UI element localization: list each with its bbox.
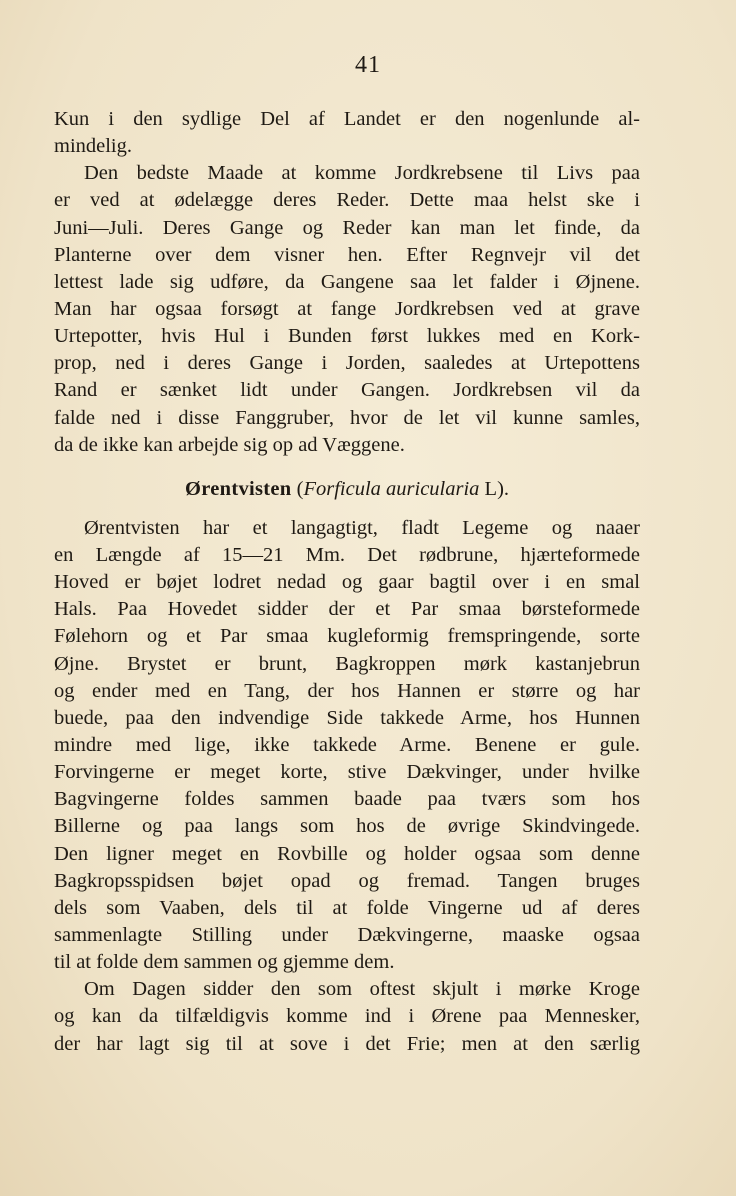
text-line: Øjne. Brystet er brunt, Bagkroppen mørk kastanjebrun — [54, 652, 640, 675]
paragraph-4 — [54, 976, 640, 1057]
section-heading — [54, 459, 640, 515]
text-line: Juni—Juli. Deres Gange og Reder kan man let finde, da — [54, 216, 640, 239]
heading-latin-name: Forficula auricularia — [303, 477, 480, 500]
text-line: Om Dagen sidder den som oftest skjult i mørke Kroge — [84, 978, 640, 1001]
text-line: en Længde af 15—21 Mm. Det rødbrune, hjærteformede — [54, 543, 640, 566]
paragraph-2 — [54, 160, 640, 459]
text-line: Man har ogsaa forsøgt at fange Jordkrebsen ved at grave — [54, 297, 640, 320]
text-line: der har lagt sig til at sove i det Frie; men at den særlig — [54, 1032, 640, 1055]
text-line: Hals. Paa Hovedet sidder der et Par smaa børsteformede — [54, 598, 640, 621]
text-line: sammenlagte Stilling under Dækvingerne, maaske ogsaa — [54, 923, 640, 946]
heading-author: L). — [479, 477, 510, 500]
text-line: da de ikke kan arbejde sig op ad Væggene. — [54, 433, 405, 456]
text-line: lettest lade sig udføre, da Gangene saa let falder i Øjnene. — [54, 270, 640, 293]
text-line: Forvingerne er meget korte, stive Dækvinger, under hvilke — [54, 761, 640, 784]
text-line: Hoved er bøjet lodret nedad og gaar bagtil over i en smal — [54, 571, 640, 594]
heading-title: Ørentvisten — [184, 477, 292, 500]
text-line: Bagvingerne foldes sammen baade paa tværs som hos — [54, 788, 640, 811]
text-line: Planterne over dem visner hen. Efter Regnvejr vil det — [54, 243, 640, 266]
text-line: buede, paa den indvendige Side takkede Arme, hos Hunnen — [54, 706, 640, 729]
text-line: er ved at ødelægge deres Reder. Dette maa helst ske i — [54, 189, 640, 212]
text-line: Den ligner meget en Rovbille og holder ogsaa som denne — [54, 842, 640, 865]
heading-open-paren: ( — [296, 477, 304, 500]
text-line: Følehorn og et Par smaa kugleformig fremspringende, sorte — [54, 625, 640, 648]
text-line: Billerne og paa langs som hos de øvrige Skindvingede. — [54, 815, 640, 838]
text-line: Urtepotter, hvis Hul i Bunden først lukkes med en Kork- — [54, 325, 640, 348]
text-line: Rand er sænket lidt under Gangen. Jordkrebsen vil da — [54, 379, 640, 402]
text-line: Den bedste Maade at komme Jordkrebsene til Livs paa — [84, 162, 640, 185]
text-line: Kun i den sydlige Del af Landet er den nogenlunde al- — [54, 108, 640, 130]
text-line: dels som Vaaben, dels til at folde Vingerne ud af deres — [54, 896, 640, 919]
text-line: Bagkropsspidsen bøjet opad og fremad. Tangen bruges — [54, 869, 640, 892]
text-line: mindre med lige, ikke takkede Arme. Benene er gule. — [54, 733, 640, 756]
text-line: og kan da tilfældigvis komme ind i Ørene paa Mennesker, — [54, 1005, 640, 1028]
text-line: og ender med en Tang, der hos Hannen er større og har — [54, 679, 640, 702]
text-line: mindelig. — [54, 135, 133, 158]
page-body — [54, 106, 640, 1058]
text-line: prop, ned i deres Gange i Jorden, saaledes at Urtepottens — [54, 352, 640, 375]
text-line: til at folde dem sammen og gjemme dem. — [54, 951, 395, 974]
text-line: Ørentvisten har et langagtigt, fladt Legeme og naaer — [84, 516, 640, 539]
page-number: 41 — [355, 52, 381, 78]
paragraph-3 — [54, 515, 640, 976]
text-line: falde ned i disse Fanggruber, hvor de let vil kunne samles, — [54, 406, 640, 429]
paragraph-1 — [54, 106, 640, 160]
